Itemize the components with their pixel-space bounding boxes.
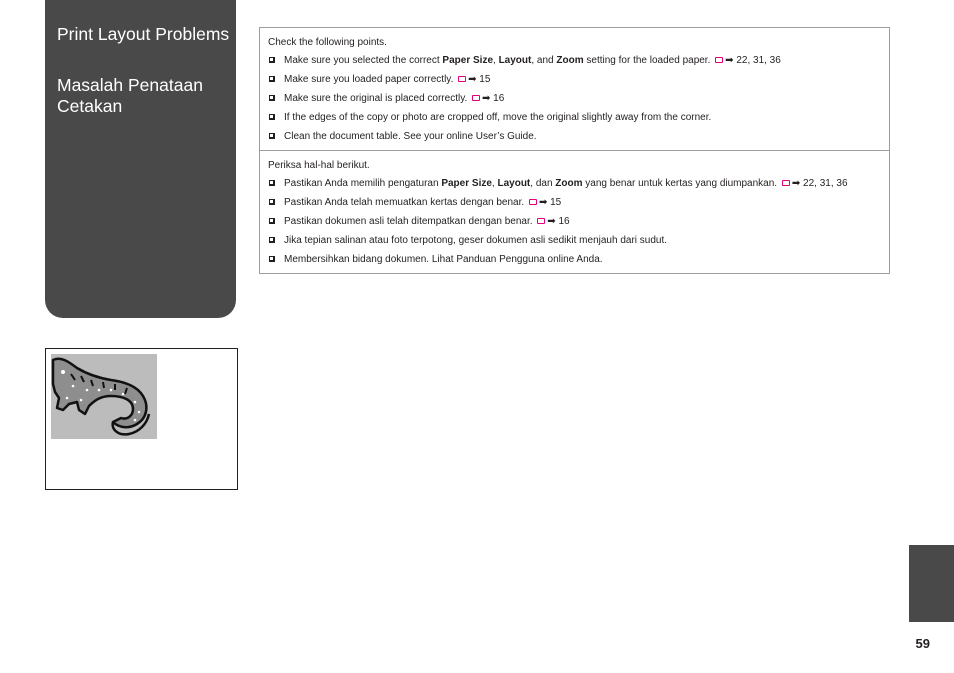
item-text: Make sure you loaded paper correctly.: [284, 74, 454, 85]
list-item: [268, 234, 881, 247]
page-number: 59: [915, 636, 930, 651]
item-text: Pastikan dokumen asli telah ditempatkan dengan benar.: [284, 216, 533, 227]
checkbox-icon: [269, 256, 275, 262]
arrow-right-icon: ➡: [538, 197, 548, 208]
checkbox-icon: [269, 114, 275, 120]
item-text: Pastikan Anda telah memuatkan kertas dengan benar.: [284, 197, 525, 208]
thumb-tab: [909, 545, 954, 622]
book-icon: [537, 218, 545, 224]
checkbox-icon: [269, 76, 275, 82]
page-reference: 15: [476, 74, 491, 85]
item-text: ,: [493, 55, 499, 66]
list-item: [268, 196, 881, 209]
page-reference: 22, 31, 36: [800, 178, 848, 189]
list-item: [268, 253, 881, 266]
list-item: [268, 130, 881, 143]
setting-name: Paper Size: [441, 178, 492, 189]
setting-name: Paper Size: [442, 55, 494, 66]
book-icon: [715, 57, 723, 63]
item-text: Clean the document table. See your online User’s Guide.: [284, 131, 537, 142]
item-text: , dan: [530, 178, 556, 189]
setting-name: Layout: [497, 178, 531, 189]
section-title-indonesian: Masalah Penataan Cetakan: [57, 75, 203, 116]
list-item: [268, 92, 881, 105]
page-reference: 16: [555, 216, 570, 227]
arrow-right-icon: ➡: [791, 178, 801, 189]
item-text: Membersihkan bidang dokumen. Lihat Panduan Pengguna online Anda.: [284, 254, 603, 265]
checkbox-icon: [269, 199, 275, 205]
item-text: Make sure the original is placed correctly.: [284, 93, 468, 104]
checkbox-icon: [269, 218, 275, 224]
intro-text: Periksa hal-hal berikut.: [268, 160, 370, 171]
item-text: Jika tepian salinan atau foto terpotong, geser dokumen asli sedikit menjauh dari sudut.: [284, 235, 668, 246]
checklist: [268, 177, 881, 266]
checklist: [268, 54, 881, 143]
checkbox-icon: [269, 180, 275, 186]
arrow-right-icon: ➡: [547, 216, 556, 227]
book-icon: [529, 199, 537, 205]
list-item: [268, 73, 881, 86]
checkbox-icon: [269, 57, 275, 63]
page-reference: 22, 31, 36: [733, 55, 781, 66]
indonesian-section: [260, 150, 889, 273]
item-text: Make sure you selected the correct: [284, 55, 443, 66]
list-item: [268, 111, 881, 124]
crocodile-illustration-icon: [51, 354, 157, 439]
section-title-english: Print Layout Problems: [57, 24, 230, 44]
section-title-panel: [45, 0, 236, 318]
list-item: [268, 215, 881, 228]
item-text: yang benar untuk kertas yang diumpankan.: [582, 178, 778, 189]
setting-name: Zoom: [555, 178, 583, 189]
arrow-right-icon: ➡: [725, 55, 734, 66]
english-section: [260, 28, 889, 150]
checkbox-icon: [269, 237, 275, 243]
troubleshooting-box: [259, 27, 890, 274]
arrow-right-icon: ➡: [482, 93, 491, 104]
arrow-right-icon: ➡: [468, 74, 477, 85]
item-text: ,: [491, 178, 498, 189]
intro-text: Check the following points.: [268, 37, 387, 48]
setting-name: Zoom: [556, 55, 584, 66]
setting-name: Layout: [498, 55, 532, 66]
item-text: Pastikan Anda memilih pengaturan: [284, 178, 442, 189]
illustration-frame: [45, 348, 238, 490]
book-icon: [782, 180, 790, 186]
list-item: [268, 177, 881, 190]
page-reference: 16: [490, 93, 505, 104]
item-text: setting for the loaded paper.: [583, 55, 711, 66]
book-icon: [458, 76, 466, 82]
page-reference: 15: [547, 197, 562, 208]
checkbox-icon: [269, 133, 275, 139]
item-text: If the edges of the copy or photo are cropped off, move the original slightly away from the corner.: [284, 112, 712, 123]
list-item: [268, 54, 881, 67]
checkbox-icon: [269, 95, 275, 101]
book-icon: [472, 95, 480, 101]
item-text: , and: [531, 55, 557, 66]
